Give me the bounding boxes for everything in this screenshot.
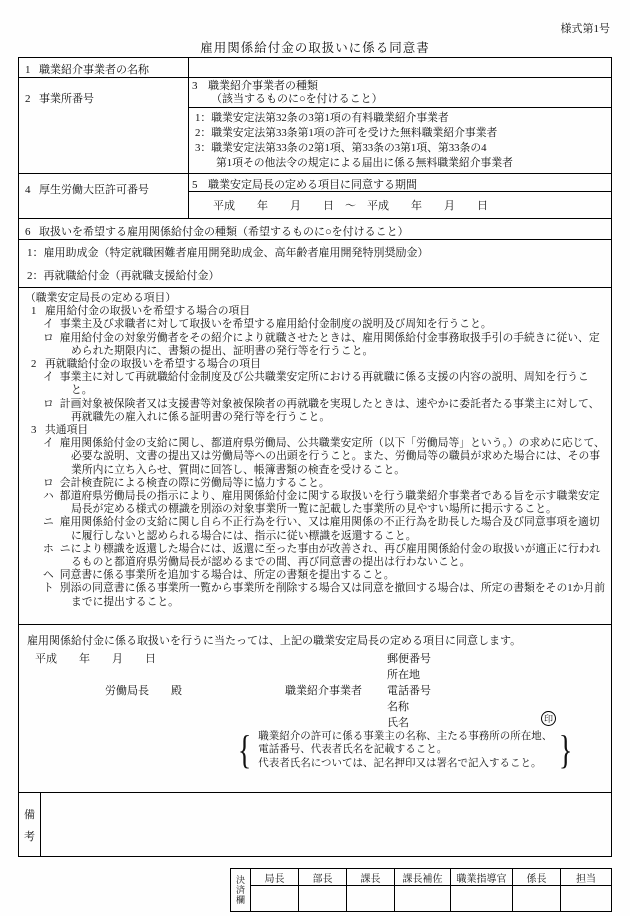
office-number-label: 事業所番号 — [39, 93, 94, 105]
approval-side-char: 欄 — [235, 895, 245, 905]
approval-col-header: 係長 — [513, 869, 561, 885]
provision-item — [25, 569, 607, 582]
provision-item-marker: ヘ — [43, 569, 54, 582]
agency-type-option: 1：職業安定法第32条の3第1項の有料職業紹介事業者 — [195, 112, 449, 124]
remarks-char: 備 — [24, 808, 35, 821]
approval-header-row — [251, 869, 611, 886]
agency-name-row — [19, 58, 611, 78]
provisions-row — [19, 288, 611, 625]
remarks-row — [19, 793, 611, 856]
provision-item-text: 事業主及び求職者に対して取扱いを希望する雇用給付金制度の説明及び周知を行うこと。 — [59, 318, 492, 331]
approval-stamp-cells-row — [251, 886, 611, 911]
brace-left-icon: { — [237, 727, 252, 772]
approval-side-label — [231, 869, 251, 911]
main-form-table — [18, 57, 612, 857]
approval-col-header: 局長 — [251, 869, 299, 885]
item-number: 6 — [25, 226, 31, 238]
approval-stamp-cell — [451, 886, 513, 911]
approval-stamp-cell — [347, 886, 395, 911]
group-number: 2 — [31, 358, 37, 371]
agency-type-option: 2：職業安定法第33条第1項の許可を受けた無料職業紹介事業者 — [195, 127, 498, 139]
provision-item — [25, 371, 607, 397]
remarks-field — [41, 793, 611, 856]
document-title: 雇用関係給付金の取扱いに係る同意書 — [200, 41, 430, 55]
group-title-text: 雇用給付金の取扱いを希望する場合の項目 — [45, 305, 251, 318]
provision-item — [25, 543, 607, 569]
agency-type-option: 3：職業安定法第33条の2第1項、第33条の3第1項、第33条の4 — [195, 142, 487, 154]
agency-name-field — [189, 58, 611, 77]
group-number: 3 — [31, 424, 37, 437]
agency-type-heading-cell — [189, 78, 611, 108]
provision-item-text: 都道府県労働局長の指示により、雇用関係給付金に関する取扱いを行う職業紹介事業者である旨を示す職業安定局長が定める様式の標識を別添の対象事業所一覧に記載した事業所の見やすい場所に掲示すること。 — [59, 490, 600, 516]
provision-item — [25, 477, 607, 490]
provision-item-marker: ハ — [43, 490, 54, 503]
agency-name-line-label: 名称 — [387, 701, 409, 713]
item-number: 3 — [192, 80, 198, 92]
provision-item-marker: ニ — [43, 516, 54, 529]
approval-col-header: 担当 — [576, 873, 596, 885]
provision-item-text: 事業主に対して再就職給付金制度及び公共職業安定所における再就職に係る支援の内容の説明、周知を行うこと。 — [59, 371, 589, 397]
approval-columns — [251, 869, 611, 911]
provision-group-title — [25, 305, 607, 318]
signature-row — [19, 625, 611, 793]
approval-col-header: 部長 — [299, 869, 347, 885]
note-line: 電話番号、代表者氏名を記載すること。 — [258, 744, 448, 756]
approval-side-char: 決 — [235, 875, 245, 885]
agency-type-note: （該当するものに○を付けること） — [211, 93, 383, 105]
agency-type-options-cell — [189, 108, 611, 174]
group-number: 1 — [31, 305, 37, 318]
consent-period-field: 平成 年 月 日 ～ 平成 年 月 日 — [213, 200, 488, 212]
signature-note — [235, 729, 575, 771]
benefit-kind-heading-row — [19, 219, 611, 240]
provision-item-marker: イ — [43, 371, 54, 384]
benefit-option: 2：再就職給付金（再就職支援給付金） — [27, 270, 220, 282]
agency-signer-label: 職業紹介事業者 — [285, 685, 362, 697]
office-type-row — [19, 78, 611, 219]
provision-item — [25, 398, 607, 424]
brace-right-icon: } — [559, 727, 573, 772]
provision-item-marker: イ — [43, 437, 54, 450]
provision-item-text: 計画対象被保険者又は支援書等対象被保険者の再就職を実現したときは、速やかに委託者たる事業主に対して、再就職先の雇入れに係る証明書の発行等を行うこと。 — [59, 397, 600, 423]
postal-code-label: 郵便番号 — [387, 653, 431, 665]
provision-item — [25, 582, 607, 608]
approval-stamp-cell — [561, 886, 611, 911]
agency-type-label: 職業紹介事業者の種類 — [208, 80, 318, 92]
provision-item-marker: ホ — [43, 542, 54, 555]
provision-item-text: 雇用関係給付金の支給に関し、都道府県労働局、公共職業安定所（以下「労働局等」という。）の求めに応じて、必要な説明、文書の提出又は労働局等への出頭を行うこと。また、労働局等の職員が求めた場合には、その事業所内に立ち入らせ、質問に回答し、帳簿書類の検査を受けること。 — [59, 437, 605, 476]
provision-group-title — [25, 424, 607, 437]
provision-item-marker: ロ — [43, 331, 54, 344]
agency-name-label: 職業紹介事業者の名称 — [39, 64, 149, 76]
provision-item-text: 別添の同意書に係る事業所一覧から事業所を削除する場合又は同意を撤回する場合は、所定の書類をその1か月前までに提出すること。 — [59, 582, 606, 608]
provision-item-marker: ト — [43, 582, 54, 595]
benefit-kind-label: 取扱いを希望する雇用関係給付金の種類（希望するものに○を付けること） — [39, 226, 409, 238]
approval-stamp-cell — [299, 886, 347, 911]
provision-item — [25, 318, 607, 331]
item-number: 4 — [25, 184, 31, 196]
benefit-options-row — [19, 240, 611, 288]
address-label: 所在地 — [387, 669, 420, 681]
provision-item — [25, 437, 607, 477]
provisions-heading: （職業安定局長の定める項目） — [25, 292, 177, 304]
office-number-cell — [19, 78, 188, 174]
consent-period-label: 職業安定局長の定める項目に同意する期間 — [208, 179, 417, 191]
provision-item-text: 会計検査院による検査の際に労働局等に協力すること。 — [59, 476, 330, 489]
form-number: 様式第1号 — [560, 23, 610, 35]
note-line: 代表者氏名については、記名押印又は署名で記入すること。 — [258, 757, 542, 769]
provision-item-text: ニにより標識を返還した場合には、返還に至った事由が改善され、再び雇用関係給付金の取扱いが適正に行われるものと都道府県労働局長が認めるまでの間、再び同意書の提出は行わないこと。 — [59, 542, 601, 569]
provision-item-text: 雇用給付金の対象労働者をその紹介により就職させたときは、雇用関係給付金事務取扱手引の手続きに従い、定められた期限内に、書類の提出、証明書の発行等を行うこと。 — [59, 331, 600, 357]
approval-stamp-table — [230, 868, 612, 912]
remarks-char: 考 — [24, 830, 35, 843]
provision-item — [25, 516, 607, 542]
approval-col-header: 課長 — [347, 869, 395, 885]
benefit-option: 1：雇用助成金（特定就職困難者雇用開発助成金、高年齢者雇用開発特別奨励金） — [27, 247, 429, 259]
approval-col-header: 職業指導官 — [451, 869, 513, 885]
approval-side-char: 済 — [235, 885, 245, 895]
group-title-text: 共通項目 — [45, 424, 89, 437]
provision-item-marker: イ — [43, 318, 54, 331]
group-title-text: 再就職給付金の取扱いを希望する場合の項目 — [45, 358, 261, 371]
consent-period-heading-cell — [189, 174, 611, 192]
agency-name-label-cell — [19, 58, 189, 77]
provision-group-title — [25, 358, 607, 371]
item-number: 1 — [25, 64, 31, 76]
representative-name-label: 氏名 — [387, 717, 409, 729]
provision-item-marker: ロ — [43, 397, 54, 410]
agency-type-heading-line — [189, 80, 607, 93]
approval-col-header: 課長補佐 — [395, 869, 451, 885]
item-number: 5 — [192, 179, 198, 191]
note-line: 職業紹介の許可に係る事業主の名称、主たる事務所の所在地、 — [258, 730, 553, 742]
agency-type-option-continuation: 第1項その他法令の規定による届出に係る無料職業紹介事業者 — [216, 157, 513, 169]
signature-note-text — [254, 730, 556, 771]
signature-date-line: 平成 年 月 日 — [35, 653, 156, 665]
permit-number-cell — [19, 174, 188, 218]
right-detail-column — [189, 78, 611, 218]
approval-stamp-cell — [395, 886, 451, 911]
approval-stamp-cell — [251, 886, 299, 911]
phone-label: 電話番号 — [387, 685, 431, 697]
provision-item — [25, 490, 607, 516]
left-label-column — [19, 78, 189, 218]
provisions-cell — [19, 288, 611, 624]
remarks-label-cell — [19, 793, 41, 856]
provision-item — [25, 332, 607, 358]
benefit-kind-heading-cell — [19, 219, 611, 239]
item-number: 2 — [25, 93, 31, 105]
provision-item-text: 同意書に係る事業所を追加する場合は、所定の書類を提出すること。 — [59, 569, 395, 582]
provision-item-text: 雇用関係給付金の支給に関し自ら不正行為を行い、又は雇用関係の不正行為を助長した場合及び同意事項を適切に履行しないと認められる場合には、指示に従い標識を返還すること。 — [59, 516, 600, 542]
recipient-line: 労働局長 殿 — [105, 685, 182, 697]
consent-statement: 雇用関係給付金に係る取扱いを行うに当たっては、上記の職業安定局長の定める項目に同意します。 — [27, 635, 522, 647]
permit-number-label: 厚生労働大臣許可番号 — [39, 184, 149, 196]
approval-stamp-cell — [513, 886, 561, 911]
provision-item-marker: ロ — [43, 476, 54, 489]
benefit-options-cell — [19, 240, 611, 287]
seal-icon: 印 — [541, 711, 556, 726]
